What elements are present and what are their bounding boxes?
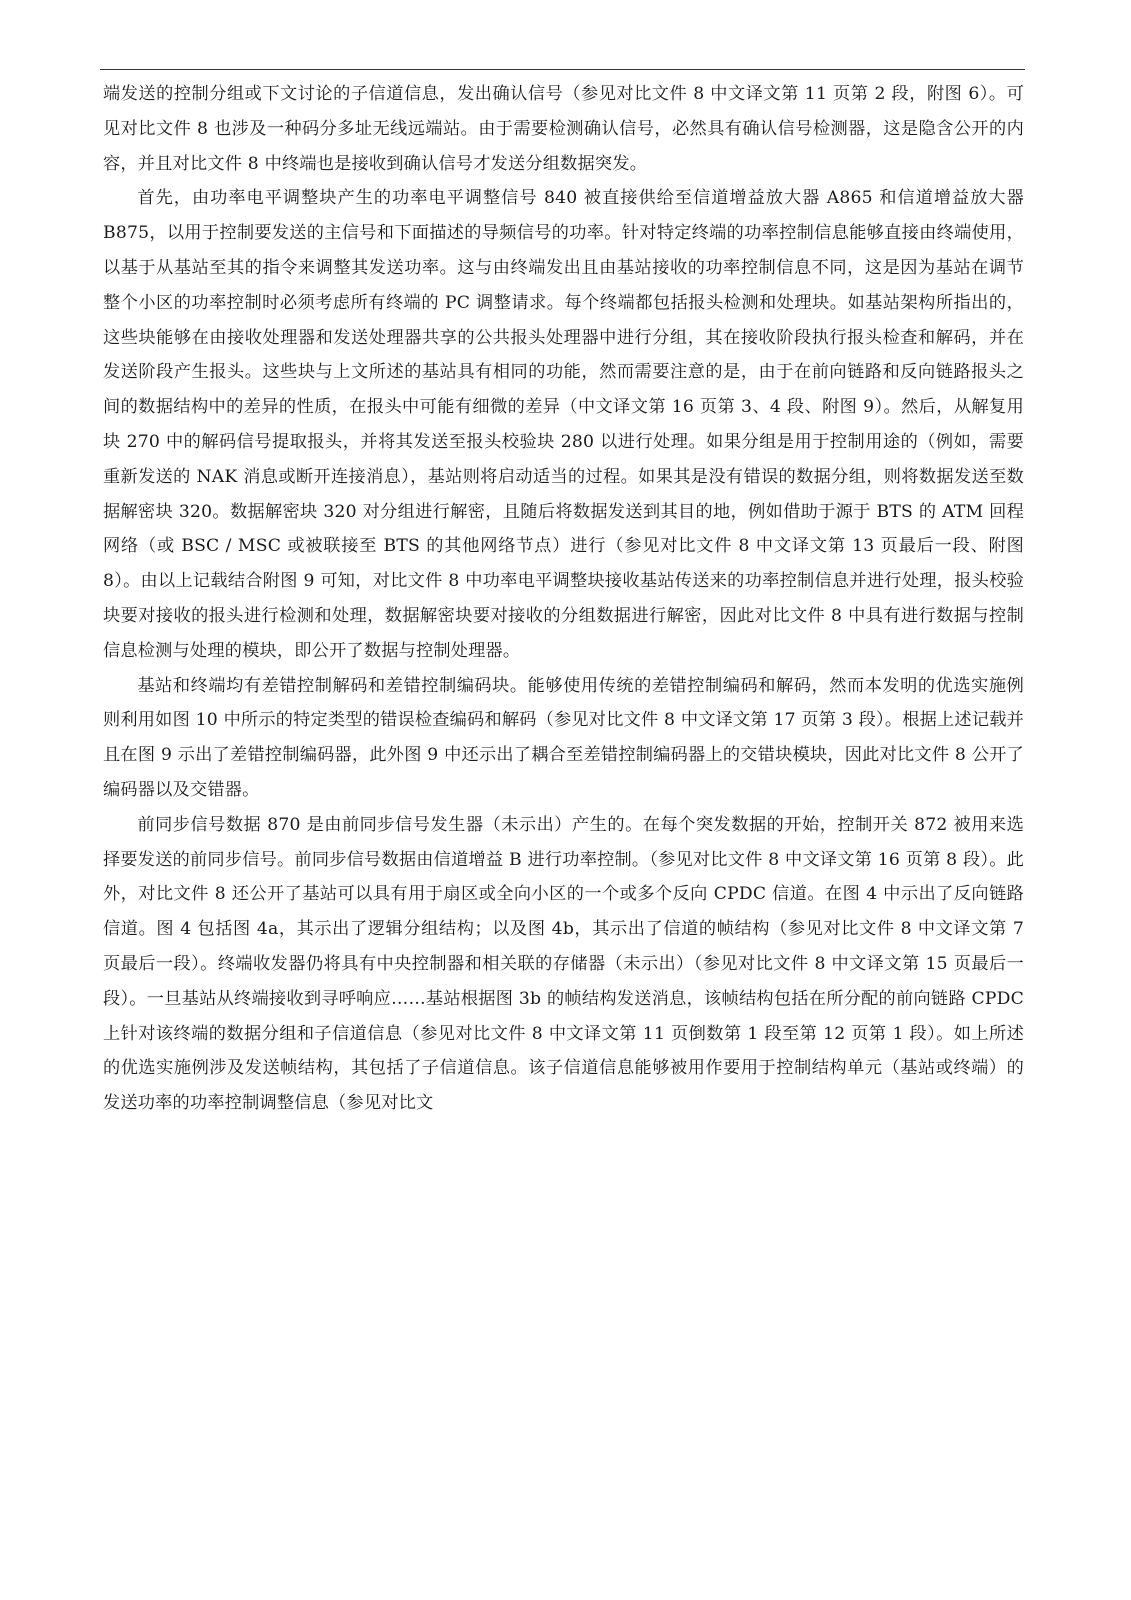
paragraph-preamble: 前同步信号数据 870 是由前同步信号发生器（未示出）产生的。在每个突发数据的开始，控制开关 872 被用来选择要发送的前同步信号。前同步信号数据由信道增益 B 进行功率控制。（参见对比文件 8 中文译文第 16 页第 8 段）。此外，对比文件 8 还公开了基站可以具有用于扇区或全向小区的一个或多个反向 CPDC 信道。在图 4 中示出了反向链路信道。图 4 包括图 4a，其示出了逻辑分组结构；以及图 4b，其示出了信道的帧结构（参见对比文件 8 中文译文第 7 页最后一段）。终端收发器仍将具有中央控制器和相关联的存储器（未示出）（参见对比文件 8 中文译文第 15 页最后一段）。一旦基站从终端接收到寻呼响应……基站根据图 3b 的帧结构发送消息，该帧结构包括在所分配的前向链路 CPDC 上针对该终端的数据分组和子信道信息（参见对比文件 8 中文译文第 11 页倒数第 1 段至第 12 页第 1 段）。如上所述的优选实施例涉及发送帧结构，其包括了子信道信息。该子信道信息能够被用作要用于控制结构单元（基站或终端）的发送功率的功率控制调整信息（参见对比文: [103, 814, 1024, 1114]
paragraph-error-control: 基站和终端均有差错控制解码和差错控制编码块。能够使用传统的差错控制编码和解码，然而本发明的优选实施例则利用如图 10 中所示的特定类型的错误检查编码和解码（参见对比文件 8 中文译文第 17 页第 3 段）。根据上述记载并且在图 9 示出了差错控制编码器，此外图 9 中还示出了耦合至差错控制编码器上的交错块模块，因此对比文件 8 公开了编码器以及交错器。: [103, 675, 1024, 800]
paragraph-power-control: 首先，由功率电平调整块产生的功率电平调整信号 840 被直接供给至信道增益放大器 A865 和信道增益放大器 B875，以用于控制要发送的主信号和下面描述的导频信号的功率。针对特定终端的功率控制信息能够直接由终端使用，以基于从基站至其的指令来调整其发送功率。这与由终端发出且由基站接收的功率控制信息不同，这是因为基站在调节整个小区的功率控制时必须考虑所有终端的 PC 调整请求。每个终端都包括报头检测和处理块。如基站架构所指出的，这些块能够在由接收处理器和发送处理器共享的公共报头处理器中进行分组，其在接收阶段执行报头检查和解码，并在发送阶段产生报头。这些块与上文所述的基站具有相同的功能，然而需要注意的是，由于在前向链路和反向链路报头之间的数据结构中的差异的性质，在报头中可能有细微的差异（中文译文第 16 页第 3、4 段、附图 9）。然后，从解复用块 270 中的解码信号提取报头，并将其发送至报头校验块 280 以进行处理。如果分组是用于控制用途的（例如，需要重新发送的 NAK 消息或断开连接消息），基站则将启动适当的过程。如果其是没有错误的数据分组，则将数据发送至数据解密块 320。数据解密块 320 对分组进行解密，且随后将数据发送到其目的地，例如借助于源于 BTS 的 ATM 回程网络（或 BSC / MSC 或被联接至 BTS 的其他网络节点）进行（参见对比文件 8 中文译文第 13 页最后一段、附图 8）。由以上记载结合附图 9 可知，对比文件 8 中功率电平调整块接收基站传送来的功率控制信息并进行处理，报头校验块要对接收的报头进行检测和处理，数据解密块要对接收的分组数据进行解密，因此对比文件 8 中具有进行数据与控制信息检测与处理的模块，即公开了数据与控制处理器。: [103, 188, 1024, 661]
document-body: [103, 77, 1024, 1121]
paragraph-continuation: 端发送的控制分组或下文讨论的子信道信息，发出确认信号（参见对比文件 8 中文译文第 11 页第 2 段，附图 6）。可见对比文件 8 也涉及一种码分多址无线远端站。由于需要检测确认信号，必然具有确认信号检测器，这是隐含公开的内容，并且对比文件 8 中终端也是接收到确认信号才发送分组数据突发。: [103, 84, 1024, 174]
header-rule: [100, 69, 1025, 70]
